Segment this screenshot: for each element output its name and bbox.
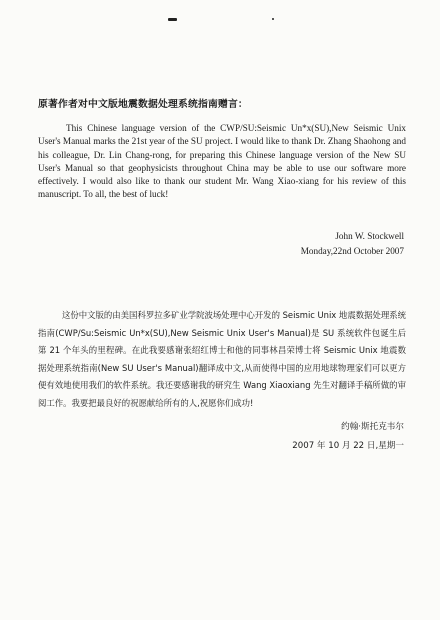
chinese-dedication-paragraph: 这份中文版的由美国科罗拉多矿业学院波场处理中心开发的 Seismic Unix 地震数据处理系统指南(CWP/Su:Seismic Un*x(SU),New Seismic Unix User's Manual)是 SU 系统软件包诞生后第 21 个年头的里程碑。在此我要感谢张绍红博士和他的同事林昌荣博士将 Seismic Unix 地震数据处理系统指南(New SU User's Manual)翻译成中文,从而使得中国的应用地球物理家们可以更方便有效地使用我们的软件系统。我还要感谢我的研究生 Wang Xiaoxiang 先生对翻译手稿所做的审阅工作。我要把最良好的祝愿献给所有的人,祝愿你们成功! xyxy=(38,310,406,408)
chinese-signature-date: 2007 年 10 月 22 日,星期一 xyxy=(292,441,404,451)
scan-speck xyxy=(272,18,274,20)
signature-date: Monday,22nd October 2007 xyxy=(300,246,404,256)
signature-name: John W. Stockwell xyxy=(335,231,404,241)
english-dedication-paragraph: This Chinese language version of the CWP/SU:Seismic Un*x(SU),New Seismic Unix User's Manual marks the 21st year of the SU project. I would like to thank Dr. Zhang Shaohong and his colleague, Dr. Lin Chang-rong, for preparing this Chinese language version of the New SU User's Manual so that geophysicists throughout China may be able to use our software more effectively. I would also like to thank our student Mr. Wang Xiao-xiang for his review of this manuscript. To all, the best of luck! xyxy=(38,123,406,200)
dedication-heading: 原著作者对中文版地震数据处理系统指南赠言： xyxy=(38,99,248,110)
scan-speck xyxy=(168,18,177,21)
chinese-signature-name: 约翰·斯托克韦尔 xyxy=(341,422,404,432)
